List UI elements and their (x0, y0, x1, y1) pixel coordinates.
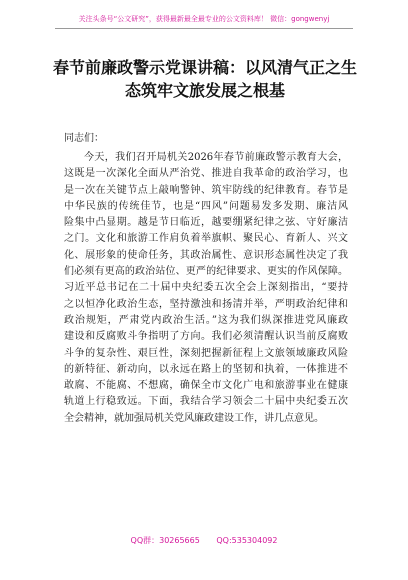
body-line: 们必须有更高的政治站位、更严的纪律要求、更实的作风保障。 (64, 266, 348, 278)
body-line: 政治规矩，严肃党内政治生活。”这为我们纵深推进党风廉政 (64, 314, 348, 326)
body-line: 全会精神，就加强局机关党风廉政建设工作，讲几点意见。 (64, 412, 324, 424)
header-divider (55, 28, 353, 29)
body-line: 这既是一次深化全面从严治党、推进自我革命的政治学习，也 (64, 168, 348, 180)
body-line: 斗争的复杂性、艰巨性，深刻把握新征程上文旅领域廉政风险 (64, 347, 348, 359)
footer-contact (0, 534, 408, 548)
body-line: 险集中凸显期。越是节日临近，越要绷紧纪律之弦、守好廉洁 (64, 217, 348, 229)
body-line: 的新特征、新动向，以永远在路上的坚韧和执着，一体推进不 (64, 363, 348, 375)
body-line: 习近平总书记在二十届中央纪委五次全会上深刻指出，“要持 (64, 282, 348, 294)
body-line: 中华民族的传统佳节，也是“四风”问题易发多发期、廉洁风 (64, 200, 348, 212)
body-line: 建设和反腐败斗争指明了方向。我们必须清醒认识当前反腐败 (64, 331, 348, 343)
body-line: 之以恒净化政治生态，坚持激浊和扬清并举，严明政治纪律和 (64, 298, 348, 310)
document-title: 春节前廉政警示党课讲稿：以风清气正之生态筑牢文旅发展之根基 (52, 58, 357, 100)
body-line: 轨道上行稳致远。下面，我结合学习领会二十届中央纪委五次 (64, 396, 348, 408)
body-line: 敢腐、不能腐、不想腐，确保全市文化广电和旅游事业在健康 (64, 380, 348, 392)
body-line: 化、展形象的使命任务，其政治属性、意识形态属性决定了我 (64, 249, 348, 261)
footer-qq-group: QQ群：30265665 (130, 536, 200, 545)
body-line: 之门。文化和旅游工作肩负着举旗帜、聚民心、育新人、兴文 (64, 233, 348, 245)
header-banner: 关注头条号“公文研究”，获得最新最全最专业的公文资料库！ 微信：gongwenyj (78, 15, 330, 23)
body-line: 是一次在关键节点上敲响警钟、筑牢防线的纪律教育。春节是 (64, 184, 348, 196)
footer-qq: QQ:535304092 (216, 536, 278, 545)
body-line: 今天，我们召开局机关2026年春节前廉政警示教育大会， (84, 152, 348, 163)
salutation: 同志们： (64, 133, 104, 144)
body-paragraph (64, 150, 348, 427)
